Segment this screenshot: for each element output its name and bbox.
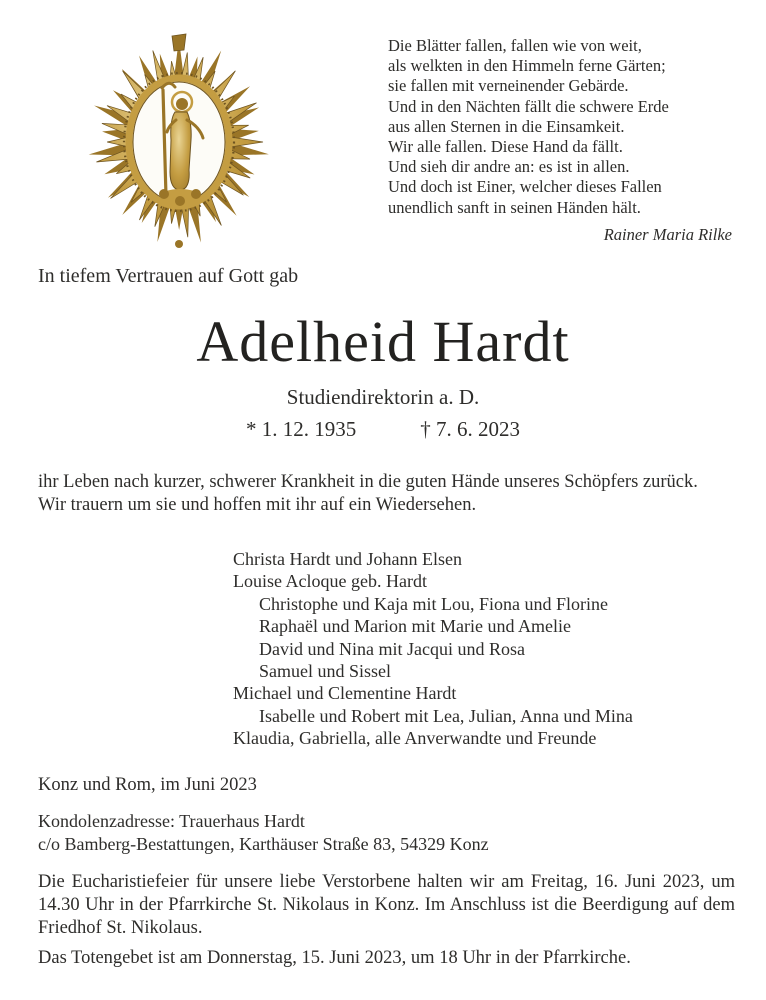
condolence-line-2: c/o Bamberg-Bestattungen, Karthäuser Straße 83, 54329 Konz	[38, 833, 489, 854]
prayer-info: Das Totengebet ist am Donnerstag, 15. Juni 2023, um 18 Uhr in der Pfarrkirche.	[38, 948, 631, 968]
deceased-name: Adelheid Hardt	[196, 309, 570, 374]
poem-line: Und doch ist Einer, welcher dieses Fallen	[388, 177, 662, 197]
poem-line: als welkten in den Himmeln ferne Gärten;	[388, 56, 666, 76]
message-paragraph: ihr Leben nach kurzer, schwerer Krankheit in die guten Hände unseres Schöpfers zurück. Wir trauern um sie und hoffen mit ihr auf ein Wiedersehen.	[38, 472, 698, 515]
poem-line: Und in den Nächten fällt die schwere Erde	[388, 96, 669, 116]
mourner-line: Louise Acloque geb. Hardt	[233, 571, 427, 592]
poem-line: Und sieh dir andre an: es ist in allen.	[388, 157, 630, 177]
mourner-line: Raphaël und Marion mit Marie und Amelie	[259, 616, 571, 637]
intro-line: In tiefem Vertrauen auf Gott gab	[38, 265, 299, 287]
mourner-line: Samuel und Sissel	[259, 661, 392, 682]
saint-sunburst-icon	[84, 30, 274, 250]
condolence-address	[38, 810, 489, 855]
mourner-line: Klaudia, Gabriella, alle Anverwandte und Freunde	[233, 728, 597, 749]
condolence-line-1: Kondolenzadresse: Trauerhaus Hardt	[38, 811, 305, 831]
poem-line: Die Blätter fallen, fallen wie von weit,	[388, 36, 642, 55]
mourner-line: Isabelle und Robert mit Lea, Julian, Anna und Mina	[259, 705, 633, 726]
mourner-line: Christa Hardt und Johann Elsen	[233, 549, 462, 569]
poem-attribution: Rainer Maria Rilke	[603, 224, 732, 244]
mourner-line: Christophe und Kaja mit Lou, Fiona und Florine	[259, 593, 608, 614]
place-date-line: Konz und Rom, im Juni 2023	[38, 775, 257, 795]
poem-lines	[388, 36, 736, 218]
service-info: Die Eucharistiefeier für unsere liebe Verstorbene halten wir am Freitag, 16. Juni 2023, um 14.30 Uhr in der Pfarrkirche St. Nikolaus in Konz. Im Anschluss ist die Beerdigung auf dem Friedhof St. Nikolaus.	[38, 872, 735, 938]
death-date: † 7. 6. 2023	[420, 417, 520, 441]
poem-line: Wir alle fallen. Diese Hand da fällt.	[388, 137, 623, 157]
memorial-poem	[388, 36, 736, 245]
mourners-list	[233, 548, 753, 750]
life-dates	[0, 417, 766, 442]
mourner-line: David und Nina mit Jacqui und Rosa	[259, 638, 525, 659]
mourner-line: Michael und Clementine Hardt	[233, 683, 457, 704]
deceased-title: Studiendirektorin a. D.	[286, 385, 480, 409]
poem-line: aus allen Sternen in die Einsamkeit.	[388, 116, 625, 136]
birth-date: * 1. 12. 1935	[246, 417, 357, 441]
poem-line: unendlich sanft in seinen Händen hält.	[388, 197, 641, 217]
poem-line: sie fallen mit verneinender Gebärde.	[388, 76, 629, 96]
